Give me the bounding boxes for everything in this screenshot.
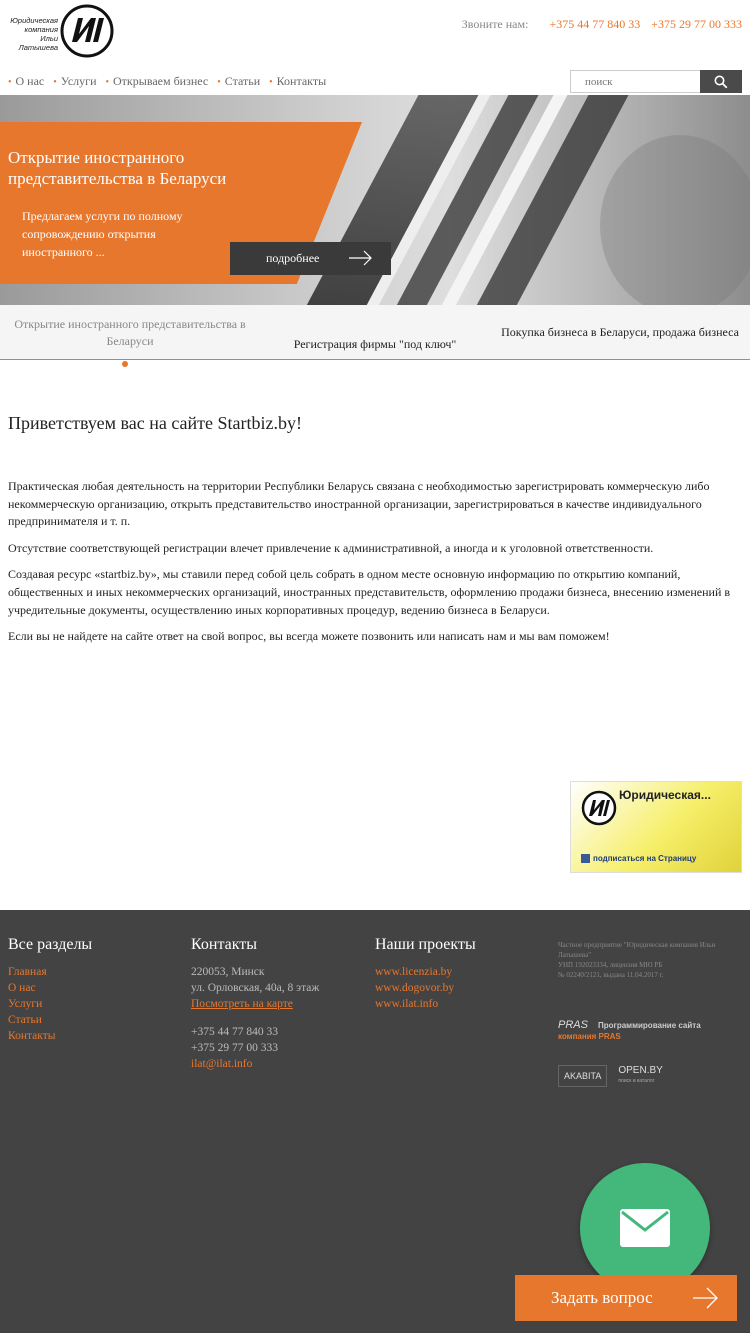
footer-project-ilat[interactable]: www.ilat.info bbox=[375, 998, 439, 1010]
footer-address-street: ул. Орловская, 40а, 8 этаж bbox=[191, 982, 320, 994]
arrow-right-icon bbox=[349, 250, 373, 266]
footer-legal bbox=[558, 940, 744, 980]
ask-question-label: Задать вопрос bbox=[551, 1288, 653, 1307]
footer-phone-2[interactable]: +375 29 77 00 333 bbox=[191, 1042, 278, 1054]
footer-link-articles[interactable]: Статьи bbox=[8, 1014, 42, 1026]
logo-mark-icon bbox=[60, 4, 114, 58]
nav-label: О нас bbox=[15, 74, 45, 88]
akabita-label: AKABITA bbox=[564, 1071, 602, 1081]
company-logo[interactable] bbox=[8, 4, 112, 60]
ask-question-button[interactable] bbox=[515, 1275, 737, 1321]
search-box bbox=[570, 70, 742, 93]
header-phone-1[interactable]: +375 44 77 840 33 bbox=[549, 17, 641, 31]
hero-slider bbox=[0, 95, 750, 305]
nav-item-open-business[interactable] bbox=[106, 74, 209, 88]
nav-item-contacts[interactable] bbox=[269, 74, 326, 88]
bullet-icon: • bbox=[53, 77, 57, 88]
pras-company: компания PRAS bbox=[558, 1032, 621, 1041]
footer-address-city: 220053, Минск bbox=[191, 966, 265, 978]
nav-label: Статьи bbox=[224, 74, 261, 88]
footer-email-link[interactable]: ilat@ilat.info bbox=[191, 1058, 253, 1070]
slide-active-indicator bbox=[122, 361, 128, 367]
footer-projects-title: Наши проекты bbox=[375, 936, 476, 953]
main-content bbox=[8, 413, 742, 655]
nav-item-articles[interactable] bbox=[217, 74, 260, 88]
footer-project-dogovor[interactable]: www.dogovor.by bbox=[375, 982, 455, 994]
content-paragraph-1: Практическая любая деятельность на территории Республики Беларусь связана с необходимостью зарегистрировать коммерческую либо некоммерческую организацию, открыть представительство иностранной организации, зарегистрироваться в качестве индивидуального предпринимателя и т. п. bbox=[8, 479, 710, 529]
banner-subscribe: подписаться на Страницу bbox=[593, 854, 697, 863]
footer-sections-title: Все разделы bbox=[8, 936, 93, 953]
call-label: Звоните нам: bbox=[461, 17, 529, 31]
spacer bbox=[191, 1012, 319, 1024]
footer-link-services[interactable]: Услуги bbox=[8, 998, 43, 1010]
hero-more-button[interactable] bbox=[230, 242, 391, 275]
openby-sub: поиск и каталог bbox=[618, 1078, 655, 1084]
nav-item-about[interactable] bbox=[8, 74, 44, 88]
footer-map-link[interactable]: Посмотреть на карте bbox=[191, 998, 293, 1010]
nav-item-services[interactable] bbox=[53, 74, 96, 88]
facebook-banner[interactable] bbox=[570, 781, 742, 873]
bullet-icon: • bbox=[217, 77, 221, 88]
search-icon bbox=[714, 75, 728, 89]
search-button[interactable] bbox=[700, 70, 742, 93]
footer-link-about[interactable]: О нас bbox=[8, 982, 36, 994]
nav-label: Услуги bbox=[60, 74, 97, 88]
mail-icon bbox=[619, 1208, 671, 1248]
header-phones bbox=[462, 17, 742, 32]
mail-widget-button[interactable] bbox=[580, 1163, 710, 1293]
akabita-badge[interactable] bbox=[558, 1065, 607, 1087]
logo-text: Юридическая компания Ильи Латышева bbox=[10, 16, 58, 52]
legal-unp: УНП 192023334, лицензия МЮ РБ bbox=[558, 961, 663, 969]
slide-tab-foreign-office[interactable]: Открытие иностранного представительства в Беларуси bbox=[14, 316, 246, 348]
company-logo-icon bbox=[581, 790, 617, 826]
hero-title: Открытие иностранного представительства в Беларуси bbox=[8, 148, 227, 188]
search-input[interactable] bbox=[570, 70, 700, 93]
footer-contacts-title: Контакты bbox=[191, 936, 258, 953]
arrow-right-icon bbox=[693, 1287, 719, 1309]
hero-more-label: подробнее bbox=[266, 251, 320, 265]
main-nav bbox=[8, 74, 332, 89]
footer-link-contacts[interactable]: Контакты bbox=[8, 1030, 56, 1042]
hero-text: Предлагаем услуги по полному сопровождению открытия иностранного ... bbox=[22, 209, 183, 259]
openby-label: OPEN.BY bbox=[618, 1065, 663, 1076]
legal-company: Частное предприятие "Юридическая компания Ильи Латышева" bbox=[558, 941, 716, 959]
content-paragraph-2: Отсутствие соответствующей регистрации влечет привлечение к административной, а иногда и к уголовной ответственности. bbox=[8, 540, 654, 555]
nav-label: Контакты bbox=[276, 74, 327, 88]
content-paragraph-4: Если вы не найдете на сайте ответ на свой вопрос, вы всегда можете позвонить или написать нам и мы вам поможем! bbox=[8, 629, 610, 644]
developer-credit[interactable] bbox=[558, 1020, 744, 1042]
footer-projects bbox=[375, 936, 476, 1012]
openby-badge[interactable] bbox=[613, 1065, 667, 1087]
facebook-icon bbox=[581, 854, 590, 863]
footer-sections bbox=[8, 936, 92, 1044]
footer-contacts bbox=[191, 936, 319, 1072]
bullet-icon: • bbox=[8, 77, 12, 88]
bullet-icon: • bbox=[105, 77, 110, 88]
slide-tab-registration[interactable]: Регистрация фирмы "под ключ" bbox=[293, 337, 457, 351]
footer-project-licenzia[interactable]: www.licenzia.by bbox=[375, 966, 453, 978]
hero-image-detail bbox=[600, 135, 750, 305]
slide-tab-business-sale[interactable]: Покупка бизнеса в Беларуси, продажа бизнеса bbox=[501, 325, 739, 339]
site-header bbox=[0, 0, 750, 95]
bullet-icon: • bbox=[269, 77, 273, 88]
footer-phone-1[interactable]: +375 44 77 840 33 bbox=[191, 1026, 278, 1038]
pras-logo: PRAS bbox=[558, 1019, 588, 1031]
nav-label: Открываем бизнес bbox=[113, 74, 209, 88]
page-title: Приветствуем вас на сайте Startbiz.by! bbox=[8, 413, 303, 433]
legal-license: № 02240/2121, выдана 11.04.2017 г. bbox=[558, 971, 664, 979]
slider-tabs bbox=[0, 305, 750, 360]
banner-title: Юридическая... bbox=[619, 788, 711, 802]
pras-text: Программирование сайта bbox=[597, 1021, 701, 1030]
content-paragraph-3: Создавая ресурс «startbiz.by», мы ставили перед собой цель собрать в одном месте основную информацию по открытию компаний, общественных и иных некоммерческих организаций, иностранных представительств, оформлению продажи бизнеса, внесению изменений в учредительные документы, осуществлению иных корпоративных процедур, ведению бизнеса в Беларуси. bbox=[8, 567, 731, 617]
footer-badges bbox=[558, 1065, 668, 1087]
header-phone-2[interactable]: +375 29 77 00 333 bbox=[651, 17, 742, 31]
footer-link-home[interactable]: Главная bbox=[8, 966, 47, 978]
